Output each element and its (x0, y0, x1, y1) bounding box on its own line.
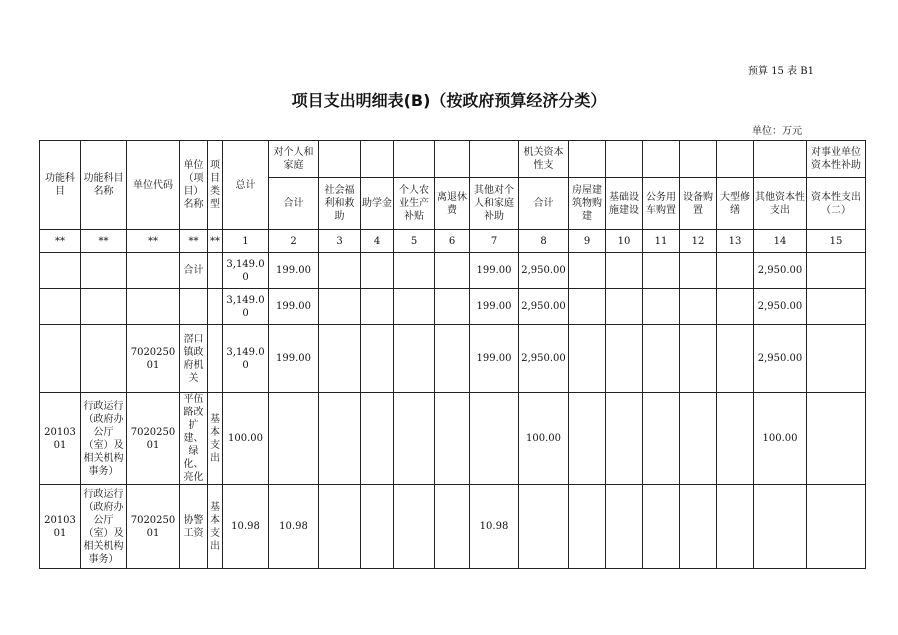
header-blank (569, 141, 606, 178)
cell-building (569, 325, 606, 393)
header-blank (606, 141, 643, 178)
cell-social-welfare (319, 393, 361, 485)
cell-total: 3,149.00 (223, 253, 269, 289)
cell-capital-subtotal: 2,950.00 (519, 289, 569, 325)
cell-farm-subsidy (394, 393, 435, 485)
cell-equipment (680, 253, 717, 289)
cell-farm-subsidy (394, 485, 435, 569)
cell-repair (717, 393, 754, 485)
cell-equipment (680, 289, 717, 325)
header-blank (361, 141, 394, 178)
page-title: 项目支出明细表(B)（按政府预算经济分类） (291, 91, 607, 110)
cell-personal-subtotal: 199.00 (269, 289, 319, 325)
index-cell: 1 (223, 230, 269, 253)
cell-farm-subsidy (394, 289, 435, 325)
header-func-name: 功能科目名称 (81, 141, 127, 230)
cell-total: 100.00 (223, 393, 269, 485)
header-unit-code: 单位代码 (127, 141, 180, 230)
cell-unit-name: 合计 (180, 253, 208, 289)
cell-other-personal: 199.00 (470, 289, 519, 325)
header-group-capital: 机关资本性支 (519, 141, 569, 178)
header-total: 总计 (223, 141, 269, 230)
header-retirement: 离退休费 (435, 178, 470, 230)
cell-total: 10.98 (223, 485, 269, 569)
cell-inst-capital (807, 325, 866, 393)
index-cell: 12 (680, 230, 717, 253)
cell-func-code: 2010301 (40, 485, 81, 569)
cell-func-name: 行政运行（政府办公厅（室）及相关机构事务） (81, 485, 127, 569)
cell-other-capital: 2,950.00 (754, 253, 807, 289)
cell-vehicle (643, 289, 680, 325)
cell-inst-capital (807, 393, 866, 485)
index-cell: 8 (519, 230, 569, 253)
cell-social-welfare (319, 289, 361, 325)
cell-repair (717, 253, 754, 289)
cell-func-name (81, 289, 127, 325)
cell-unit-code: 702025001 (127, 485, 180, 569)
cell-building (569, 289, 606, 325)
table-row (40, 253, 866, 289)
header-cap-subtotal: 合计 (519, 178, 569, 230)
cell-capital-subtotal: 2,950.00 (519, 253, 569, 289)
header-blank (394, 141, 435, 178)
cell-func-name (81, 253, 127, 289)
cell-other-capital (754, 485, 807, 569)
cell-personal-subtotal: 199.00 (269, 325, 319, 393)
cell-proj-type (208, 485, 223, 569)
cell-capital-subtotal: 2,950.00 (519, 325, 569, 393)
index-cell: 3 (319, 230, 361, 253)
cell-scholarship (361, 485, 394, 569)
cell-repair (717, 289, 754, 325)
cell-building (569, 253, 606, 289)
cell-inst-capital (807, 485, 866, 569)
header-other-capital: 其他资本性支出 (754, 178, 807, 230)
cell-capital-subtotal (519, 485, 569, 569)
cell-total: 3,149.00 (223, 325, 269, 393)
cell-retirement (435, 289, 470, 325)
cell-unit-name (180, 289, 208, 325)
cell-scholarship (361, 253, 394, 289)
cell-func-code (40, 253, 81, 289)
index-cell: ** (180, 230, 208, 253)
cell-unit-name: 平伍路改扩建、绿化、亮化 (180, 393, 208, 485)
table-row (40, 289, 866, 325)
header-blank (470, 141, 519, 178)
cell-proj-type (208, 289, 223, 325)
cell-unit-name: 滘口镇政府机关 (180, 325, 208, 393)
cell-retirement (435, 253, 470, 289)
cell-func-name (81, 325, 127, 393)
header-subtotal: 合计 (269, 178, 319, 230)
cell-infrastructure (606, 485, 643, 569)
cell-personal-subtotal: 10.98 (269, 485, 319, 569)
index-row (40, 230, 866, 253)
index-cell: 6 (435, 230, 470, 253)
cell-proj-type (208, 325, 223, 393)
cell-other-personal: 10.98 (470, 485, 519, 569)
cell-unit-name: 协警工资 (180, 485, 208, 569)
header-farm-subsidy: 个人农业生产补贴 (394, 178, 435, 230)
cell-other-personal: 199.00 (470, 325, 519, 393)
cell-scholarship (361, 289, 394, 325)
index-cell: 14 (754, 230, 807, 253)
cell-equipment (680, 393, 717, 485)
cell-total: 3,149.00 (223, 289, 269, 325)
cell-proj-type (208, 253, 223, 289)
cell-repair (717, 485, 754, 569)
cell-personal-subtotal (269, 393, 319, 485)
cell-unit-code: 702025001 (127, 393, 180, 485)
cell-capital-subtotal: 100.00 (519, 393, 569, 485)
cell-func-name: 行政运行（政府办公厅（室）及相关机构事务） (81, 393, 127, 485)
header-scholarship: 助学金 (361, 178, 394, 230)
cell-unit-code (127, 289, 180, 325)
index-cell: 4 (361, 230, 394, 253)
cell-other-personal: 199.00 (470, 253, 519, 289)
cell-building (569, 393, 606, 485)
cell-inst-capital (807, 289, 866, 325)
header-vehicle: 公务用车购置 (643, 178, 680, 230)
header-repair: 大型修缮 (717, 178, 754, 230)
cell-equipment (680, 325, 717, 393)
header-group-personal: 对个人和家庭 (269, 141, 319, 178)
cell-equipment (680, 485, 717, 569)
cell-farm-subsidy (394, 253, 435, 289)
index-cell: 11 (643, 230, 680, 253)
cell-scholarship (361, 325, 394, 393)
table-row (40, 485, 866, 569)
form-code: 预算 15 表 B1 (748, 66, 814, 77)
expense-table (39, 140, 866, 569)
cell-proj-type-text: 基本支出 (210, 413, 220, 464)
index-cell: 15 (807, 230, 866, 253)
cell-retirement (435, 325, 470, 393)
cell-infrastructure (606, 393, 643, 485)
cell-scholarship (361, 393, 394, 485)
cell-vehicle (643, 325, 680, 393)
header-func-code: 功能科目 (40, 141, 81, 230)
cell-other-capital: 100.00 (754, 393, 807, 485)
cell-unit-code (127, 253, 180, 289)
header-blank (319, 141, 361, 178)
index-cell: 9 (569, 230, 606, 253)
header-blank (717, 141, 754, 178)
header-unit-name: 单位（项目）名称 (180, 141, 208, 230)
table-row (40, 325, 866, 393)
cell-retirement (435, 485, 470, 569)
cell-infrastructure (606, 289, 643, 325)
cell-other-capital: 2,950.00 (754, 325, 807, 393)
cell-building (569, 485, 606, 569)
header-proj-type-text: 项目类型 (210, 160, 220, 210)
cell-social-welfare (319, 325, 361, 393)
cell-vehicle (643, 393, 680, 485)
cell-social-welfare (319, 253, 361, 289)
header-blank (680, 141, 717, 178)
cell-retirement (435, 393, 470, 485)
header-group-institution: 对事业单位资本性补助 (807, 141, 866, 178)
index-cell: ** (81, 230, 127, 253)
cell-vehicle (643, 485, 680, 569)
cell-infrastructure (606, 325, 643, 393)
header-other-personal: 其他对个人和家庭补助 (470, 178, 519, 230)
cell-vehicle (643, 253, 680, 289)
cell-proj-type-text: 基本支出 (210, 501, 220, 552)
header-infrastructure: 基础设施建设 (606, 178, 643, 230)
cell-repair (717, 325, 754, 393)
header-blank (435, 141, 470, 178)
cell-social-welfare (319, 485, 361, 569)
cell-unit-code: 702025001 (127, 325, 180, 393)
index-cell: ** (127, 230, 180, 253)
index-cell: 10 (606, 230, 643, 253)
table-row (40, 393, 866, 485)
index-cell: 5 (394, 230, 435, 253)
index-cell: 13 (717, 230, 754, 253)
header-social-welfare: 社会福利和救助 (319, 178, 361, 230)
cell-personal-subtotal: 199.00 (269, 253, 319, 289)
header-row-1 (40, 141, 866, 178)
index-cell: 2 (269, 230, 319, 253)
header-inst-capital: 资本性支出（二） (807, 178, 866, 230)
header-blank (754, 141, 807, 178)
cell-func-code (40, 325, 81, 393)
cell-inst-capital (807, 253, 866, 289)
header-building: 房屋建筑物购建 (569, 178, 606, 230)
header-proj-type (208, 141, 223, 230)
cell-farm-subsidy (394, 325, 435, 393)
cell-other-capital: 2,950.00 (754, 289, 807, 325)
header-equipment: 设备购置 (680, 178, 717, 230)
index-cell: ** (208, 230, 223, 253)
header-blank (643, 141, 680, 178)
cell-func-code: 2010301 (40, 393, 81, 485)
index-cell: 7 (470, 230, 519, 253)
cell-other-personal (470, 393, 519, 485)
index-cell: ** (40, 230, 81, 253)
cell-func-code (40, 289, 81, 325)
cell-proj-type (208, 393, 223, 485)
cell-infrastructure (606, 253, 643, 289)
unit-label: 单位：万元 (752, 126, 802, 137)
